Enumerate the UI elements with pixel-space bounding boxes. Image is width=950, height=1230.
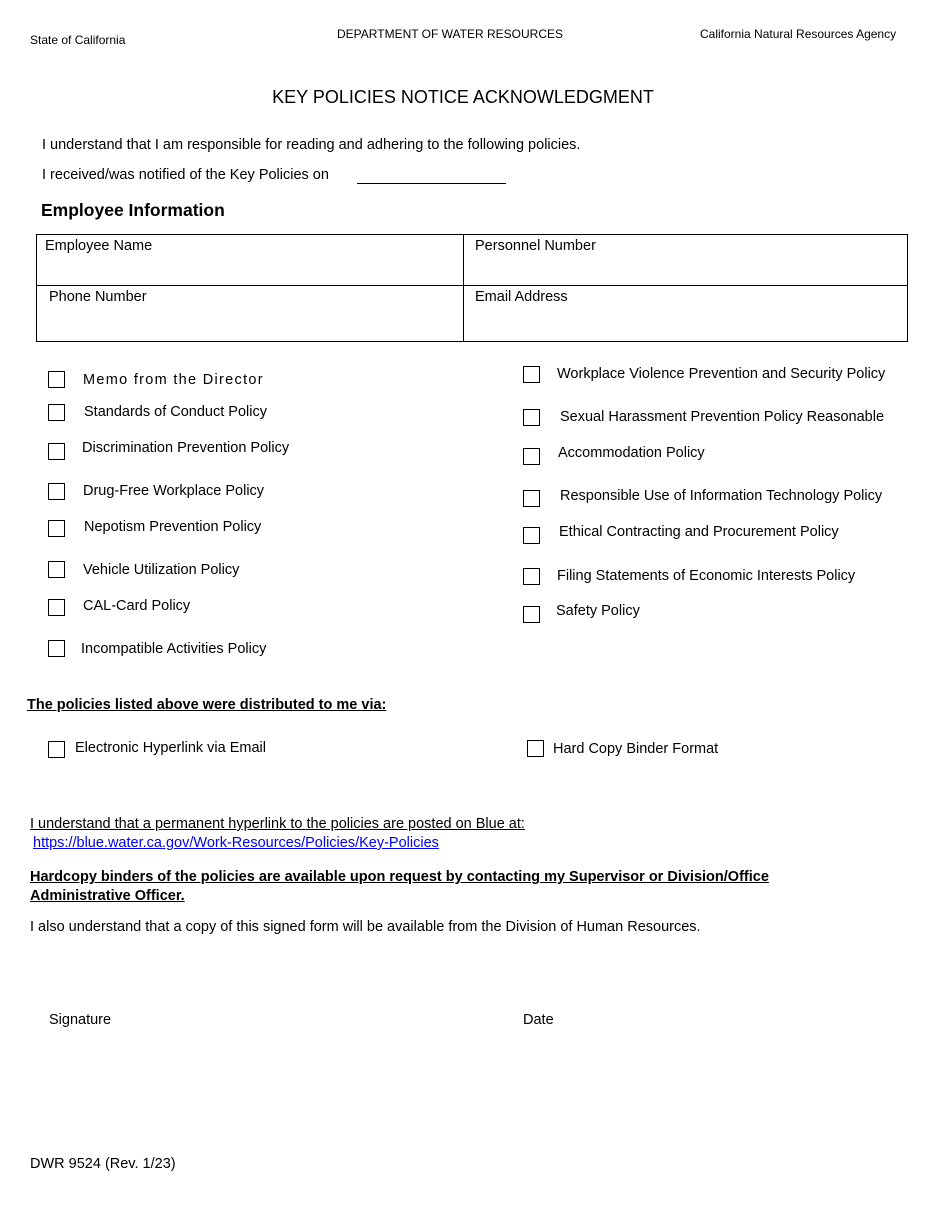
policy-label: CAL-Card Policy xyxy=(83,598,191,614)
policy-label: Workplace Violence Prevention and Security Policy xyxy=(557,366,886,382)
policy-label: Standards of Conduct Policy xyxy=(84,404,267,420)
policy-checkbox-drug-free[interactable] xyxy=(48,483,65,500)
policy-label: Accommodation Policy xyxy=(558,445,705,461)
employee-info-table xyxy=(36,234,908,342)
policy-checkbox-nepotism[interactable] xyxy=(48,520,65,537)
distribution-heading: The policies listed above were distributed to me via: xyxy=(27,697,387,713)
header-agency: California Natural Resources Agency xyxy=(700,27,897,41)
phone-number-field[interactable] xyxy=(37,286,464,342)
personnel-number-label: Personnel Number xyxy=(475,238,596,254)
policy-checkbox-cal-card[interactable] xyxy=(48,599,65,616)
distribution-checkbox-binder[interactable] xyxy=(527,740,544,757)
signature-label: Signature xyxy=(49,1012,112,1028)
policy-label: Ethical Contracting and Procurement Policy xyxy=(559,524,839,540)
distribution-label-email: Electronic Hyperlink via Email xyxy=(75,740,266,756)
policy-label: Sexual Harassment Prevention Policy Reasonable xyxy=(560,409,885,425)
distribution-checkbox-email[interactable] xyxy=(48,741,65,758)
notified-statement: I received/was notified of the Key Policies on xyxy=(42,167,329,183)
policy-label: Filing Statements of Economic Interests Policy xyxy=(557,568,856,584)
policy-checkbox-workplace-violence[interactable] xyxy=(523,366,540,383)
policy-label: Discrimination Prevention Policy xyxy=(82,440,290,456)
employee-name-field[interactable] xyxy=(37,235,464,286)
policy-checkbox-memo-director[interactable] xyxy=(48,371,65,388)
policy-checkbox-sexual-harassment[interactable] xyxy=(523,409,540,426)
policy-checkbox-ethical-contracting[interactable] xyxy=(523,527,540,544)
email-address-field[interactable] xyxy=(464,286,908,342)
policy-label: Nepotism Prevention Policy xyxy=(84,519,262,535)
policy-checkbox-standards-conduct[interactable] xyxy=(48,404,65,421)
email-address-label: Email Address xyxy=(475,289,568,305)
employee-name-label: Employee Name xyxy=(45,238,153,254)
policy-label: Memo from the Director xyxy=(83,372,264,388)
date-label: Date xyxy=(523,1012,554,1028)
form-id: DWR 9524 (Rev. 1/23) xyxy=(30,1156,176,1172)
policy-checkbox-accommodation[interactable] xyxy=(523,448,540,465)
policy-checkbox-vehicle[interactable] xyxy=(48,561,65,578)
policy-label: Vehicle Utilization Policy xyxy=(83,562,240,578)
distribution-label-binder: Hard Copy Binder Format xyxy=(553,741,719,757)
policy-checkbox-it-use[interactable] xyxy=(523,490,540,507)
policy-checkbox-discrimination-prevention[interactable] xyxy=(48,443,65,460)
policy-label: Incompatible Activities Policy xyxy=(81,641,267,657)
copy-note: I also understand that a copy of this signed form will be available from the Division of Human Resources. xyxy=(30,919,701,935)
policy-checkbox-safety[interactable] xyxy=(523,606,540,623)
policy-label: Responsible Use of Information Technology Policy xyxy=(560,488,883,504)
date-field[interactable] xyxy=(523,1012,554,1028)
hardcopy-note-line2: Administrative Officer. xyxy=(30,888,185,904)
page-title: KEY POLICIES NOTICE ACKNOWLEDGMENT xyxy=(272,87,654,107)
personnel-number-field[interactable] xyxy=(464,235,908,286)
notified-date-field[interactable] xyxy=(357,183,506,184)
employee-info-heading: Employee Information xyxy=(41,200,225,220)
policy-label: Drug-Free Workplace Policy xyxy=(83,483,265,499)
header-department: DEPARTMENT OF WATER RESOURCES xyxy=(337,27,564,41)
key-policies-link[interactable]: https://blue.water.ca.gov/Work-Resources/Policies/Key-Policies xyxy=(33,835,439,851)
policy-checkbox-economic-interests[interactable] xyxy=(523,568,540,585)
hyperlink-note: I understand that a permanent hyperlink to the policies are posted on Blue at: xyxy=(30,816,525,832)
signature-field[interactable] xyxy=(49,1012,111,1028)
policy-label: Safety Policy xyxy=(556,603,640,619)
phone-number-label: Phone Number xyxy=(49,289,147,305)
policy-checkbox-incompatible[interactable] xyxy=(48,640,65,657)
hardcopy-note-line1: Hardcopy binders of the policies are available upon request by contacting my Supervisor or Division/Office xyxy=(30,869,769,885)
responsibility-statement: I understand that I am responsible for reading and adhering to the following policies. xyxy=(42,137,581,153)
header-state: State of California xyxy=(30,33,126,47)
